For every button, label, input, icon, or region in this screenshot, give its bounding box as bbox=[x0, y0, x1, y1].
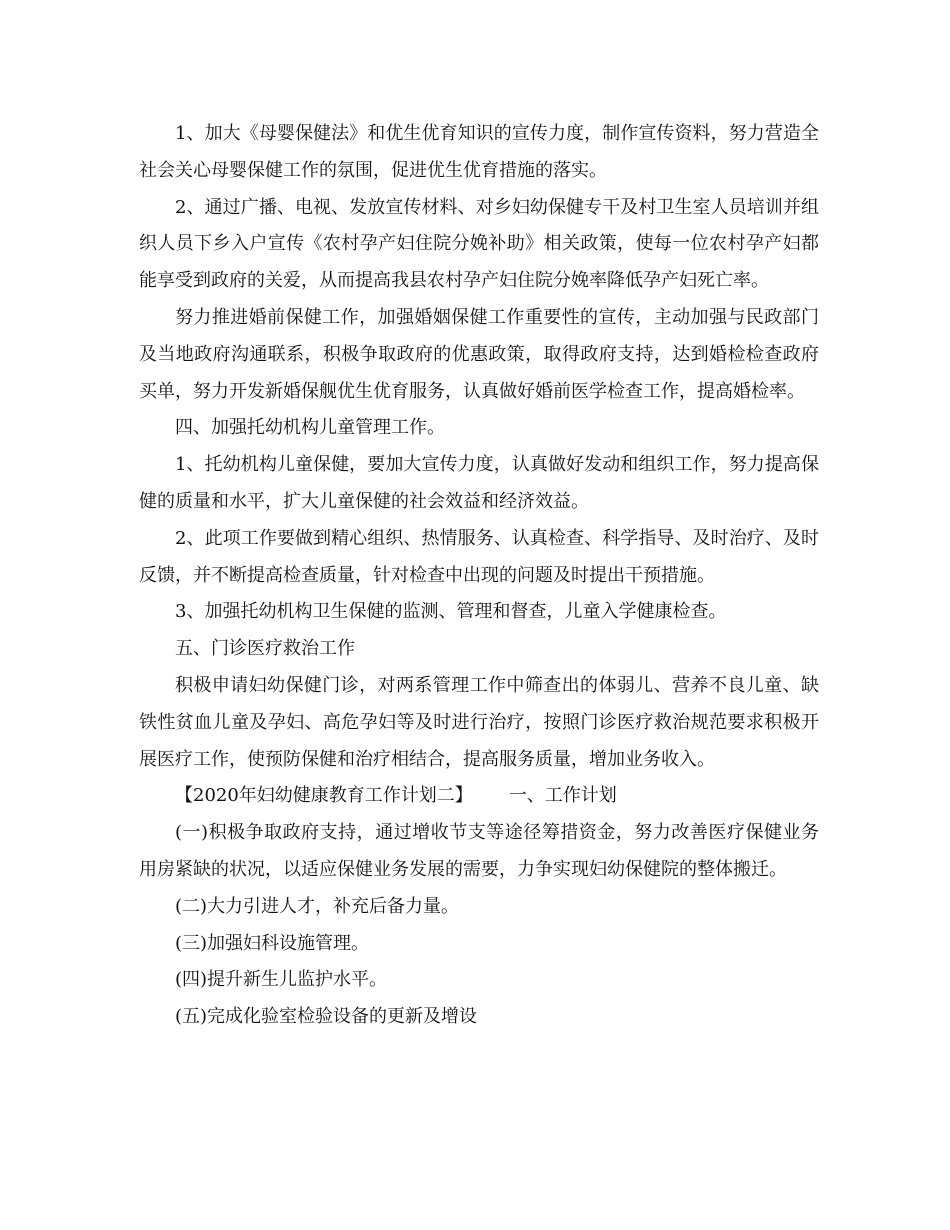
paragraph-childcare-1: 1、托幼机构儿童保健，要加大宣传力度，认真做好发动和组织工作，努力提高保健的质量和水平，扩大儿童保健的社会效益和经济效益。 bbox=[139, 454, 819, 512]
paragraph-propaganda: 1、加大《母婴保健法》和优生优育知识的宣传力度，制作宣传资料，努力营造全社会关心母婴保健工作的氛围，促进优生优育措施的落实。 bbox=[139, 123, 819, 181]
paragraph-childcare-3: 3、加强托幼机构卫生保健的监测、管理和督查，儿童入学健康检查。 bbox=[175, 601, 727, 623]
document-body bbox=[139, 116, 819, 1036]
heading-childcare-institutions: 四、加强托幼机构儿童管理工作。 bbox=[175, 417, 445, 439]
plan-item-1: (一)积极争取政府支持，通过增收节支等途径筹措资金，努力改善医疗保健业务用房紧缺的状况，以适应保健业务发展的需要，力争实现妇幼保健院的整体搬迁。 bbox=[139, 822, 819, 880]
paragraph-outpatient-clinic: 积极申请妇幼保健门诊，对两系管理工作中筛查出的体弱儿、营养不良儿童、缺铁性贫血儿童及孕妇、高危孕妇等及时进行治疗，按照门诊医疗救治规范要求积极开展医疗工作，使预防保健和治疗相结合，提高服务质量，增加业务收入。 bbox=[139, 674, 819, 770]
heading-outpatient-treatment: 五、门诊医疗救治工作 bbox=[175, 638, 355, 660]
plan-item-5: (五)完成化验室检验设备的更新及增设 bbox=[175, 1006, 478, 1028]
paragraph-rural-delivery-subsidy: 2、通过广播、电视、发放宣传材料、对乡妇幼保健专干及村卫生室人员培训并组织人员下乡入户宣传《农村孕产妇住院分娩补助》相关政策，使每一位农村孕产妇都能享受到政府的关爱，从而提高我县农村孕产妇住院分娩率降低孕产妇死亡率。 bbox=[139, 196, 819, 292]
paragraph-premarital-care: 努力推进婚前保健工作，加强婚姻保健工作重要性的宣传，主动加强与民政部门及当地政府沟通联系，积极争取政府的优惠政策，取得政府支持，达到婚检检查政府买单，努力开发新婚保舰优生优育服务，认真做好婚前医学检查工作，提高婚检率。 bbox=[139, 306, 819, 402]
section-title: 【2020年妇幼健康教育工作计划二】 bbox=[175, 785, 473, 807]
plan-item-3: (三)加强妇科设施管理。 bbox=[175, 932, 370, 954]
section-subtitle: 一、工作计划 bbox=[508, 785, 617, 807]
plan-item-4: (四)提升新生儿监护水平。 bbox=[175, 969, 388, 991]
paragraph-childcare-2: 2、此项工作要做到精心组织、热情服务、认真检查、科学指导、及时治疗、及时反馈，并不断提高检查质量，针对检查中出现的问题及时提出干预措施。 bbox=[139, 527, 819, 586]
plan-item-2: (二)大力引进人才，补充后备力量。 bbox=[175, 895, 460, 917]
section-title-line bbox=[139, 778, 819, 815]
